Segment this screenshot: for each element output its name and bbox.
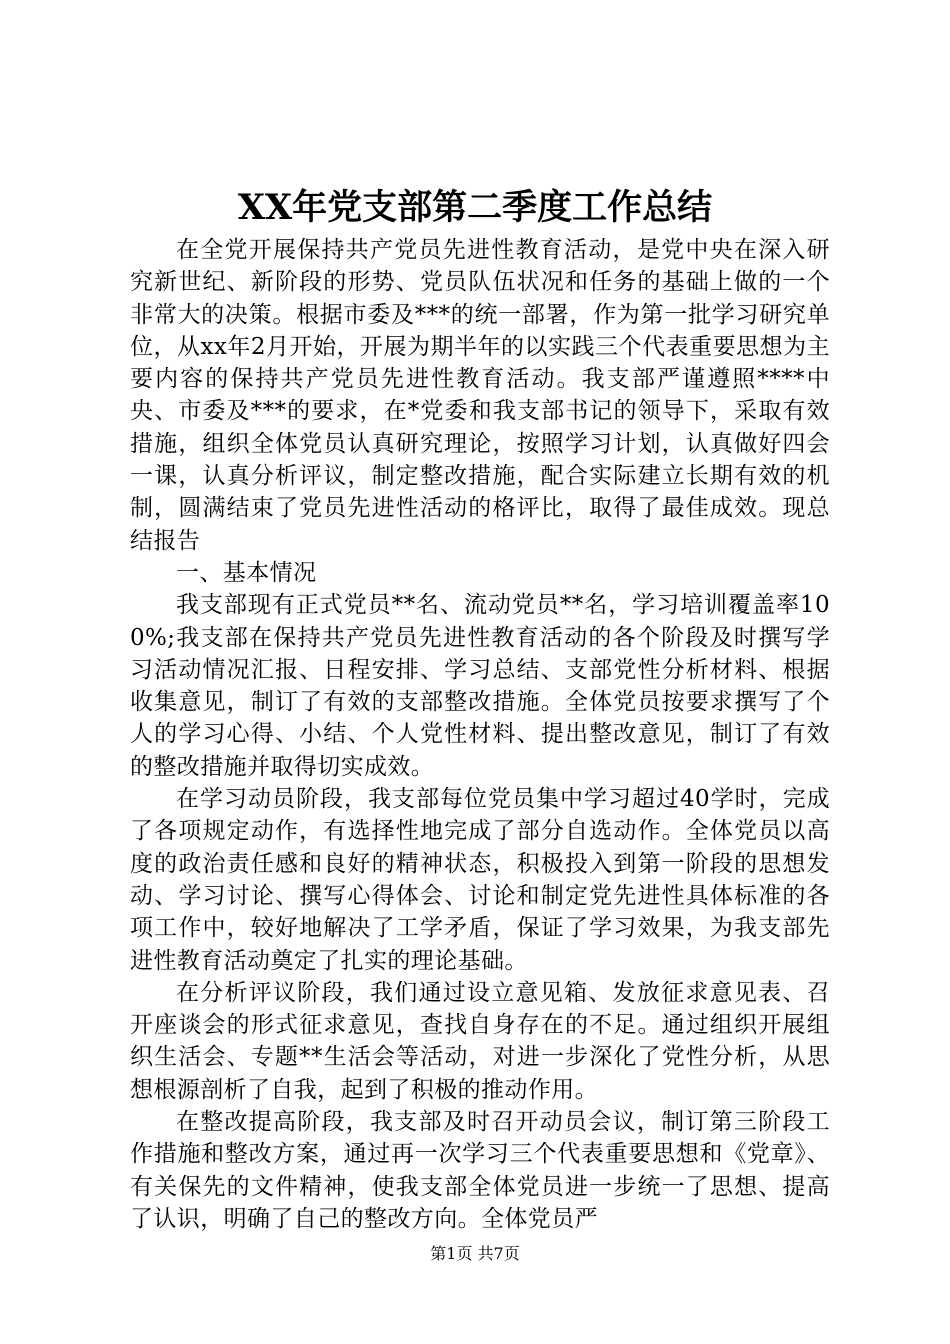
- paragraph-study-phase: 在学习动员阶段，我支部每位党员集中学习超过40学时，完成了各项规定动作，有选择性地完成了部分自选动作。全体党员以高度的政治责任感和良好的精神状态，积极投入到第一阶段的思想发动、学习讨论、撰写心得体会、讨论和制定党先进性具体标准的各项工作中，较好地解决了工学矛盾，保证了学习效果，为我支部先进性教育活动奠定了扎实的理论基础。: [130, 786, 830, 974]
- document-title: XX年党支部第二季度工作总结: [237, 187, 713, 228]
- document-body: [130, 234, 830, 1235]
- paragraph-intro: 在全党开展保持共产党员先进性教育活动，是党中央在深入研究新世纪、新阶段的形势、党员队伍状况和任务的基础上做的一个非常大的决策。根据市委及***的统一部署，作为第一批学习研究单位，从xx年2月开始，开展为期半年的以实践三个代表重要思想为主要内容的保持共产党员先进性教育活动。我支部严谨遵照****中央、市委及***的要求，在*党委和我支部书记的领导下，采取有效措施，组织全体党员认真研究理论，按照学习计划，认真做好四会一课，认真分析评议，制定整改措施，配合实际建立长期有效的机制，圆满结束了党员先进性活动的格评比，取得了最佳成效。现总结报告: [130, 237, 830, 554]
- page-number-footer: 第1页 共7页: [430, 1244, 520, 1263]
- paragraph-review-phase: 在分析评议阶段，我们通过设立意见箱、发放征求意见表、召开座谈会的形式征求意见，查找自身存在的不足。通过组织开展组织生活会、专题**生活会等活动，对进一步深化了党性分析，从思想根源剖析了自我，起到了积极的推动作用。: [130, 979, 830, 1103]
- paragraph-rectify-phase: 在整改提高阶段，我支部及时召开动员会议，制订第三阶段工作措施和整改方案，通过再一次学习三个代表重要思想和《党章》、有关保先的文件精神，使我支部全体党员进一步统一了思想、提高了认识，明确了自己的整改方向。全体党员严: [130, 1109, 830, 1232]
- paragraph-members: 我支部现有正式党员**名、流动党员**名，学习培训覆盖率100%;我支部在保持共产党员先进性教育活动的各个阶段及时撰写学习活动情况汇报、日程安排、学习总结、支部党性分析材料、根据收集意见，制订了有效的支部整改措施。全体党员按要求撰写了个人的学习心得、小结、个人党性材料、提出整改意见，制订了有效的整改措施并取得切实成效。: [130, 592, 830, 780]
- section-heading-basic: 一、基本情况: [176, 559, 317, 586]
